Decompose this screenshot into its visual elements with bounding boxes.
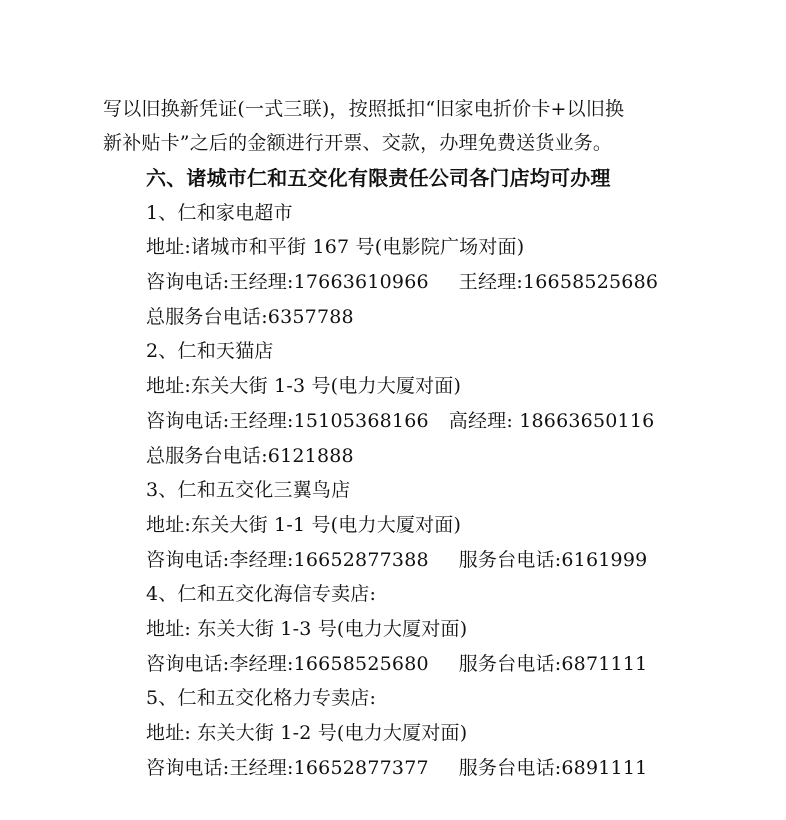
store-3-contact-b: 服务台电话:6161999 (458, 549, 648, 571)
store-1-address: 地址:诸城市和平街 167 号(电影院广场对面) (146, 236, 525, 258)
store-3-address: 地址:东关大街 1-1 号(电力大厦对面) (146, 514, 462, 536)
store-4-contact-b: 服务台电话:6871111 (458, 653, 648, 675)
store-2-contact (146, 409, 654, 433)
store-1-contact-b: 王经理:16658525686 (458, 271, 659, 293)
store-1-contact-a: 咨询电话:王经理:17663610966 (146, 271, 429, 293)
store-3-contact-a: 咨询电话:李经理:16652877388 (146, 549, 429, 571)
store-3-contact (146, 548, 647, 572)
store-2-desk: 总服务台电话:6121888 (146, 445, 354, 467)
store-2-address: 地址:东关大街 1-3 号(电力大厦对面) (146, 375, 462, 397)
store-5-title: 5、仁和五交化格力专卖店: (146, 687, 377, 709)
store-2-contact-a: 咨询电话:王经理:15105368166 (146, 410, 429, 432)
paragraph-line-1: 写以旧换新凭证(一式三联)，按照抵扣“旧家电折价卡+以旧换 (103, 98, 625, 120)
store-2-contact-b: 高经理: 18663650116 (448, 410, 655, 432)
store-5-contact (146, 756, 647, 780)
store-4-address: 地址: 东关大街 1-3 号(电力大厦对面) (146, 618, 468, 640)
section-heading: 六、诸城市仁和五交化有限责任公司各门店均可办理 (146, 166, 611, 190)
store-5-contact-b: 服务台电话:6891111 (458, 757, 648, 779)
paragraph-line-2: 新补贴卡”之后的金额进行开票、交款，办理免费送货业务。 (103, 132, 613, 154)
store-1-title: 1、仁和家电超市 (146, 202, 293, 224)
store-4-contact-a: 咨询电话:李经理:16658525680 (146, 653, 429, 675)
store-1-contact (146, 270, 658, 294)
store-4-title: 4、仁和五交化海信专卖店: (146, 583, 377, 605)
store-5-contact-a: 咨询电话:王经理:16652877377 (146, 757, 429, 779)
store-2-title: 2、仁和天猫店 (146, 340, 274, 362)
store-5-address: 地址: 东关大街 1-2 号(电力大厦对面) (146, 722, 468, 744)
store-4-contact (146, 652, 647, 676)
store-3-title: 3、仁和五交化三翼鸟店 (146, 479, 351, 501)
store-1-desk: 总服务台电话:6357788 (146, 306, 354, 328)
